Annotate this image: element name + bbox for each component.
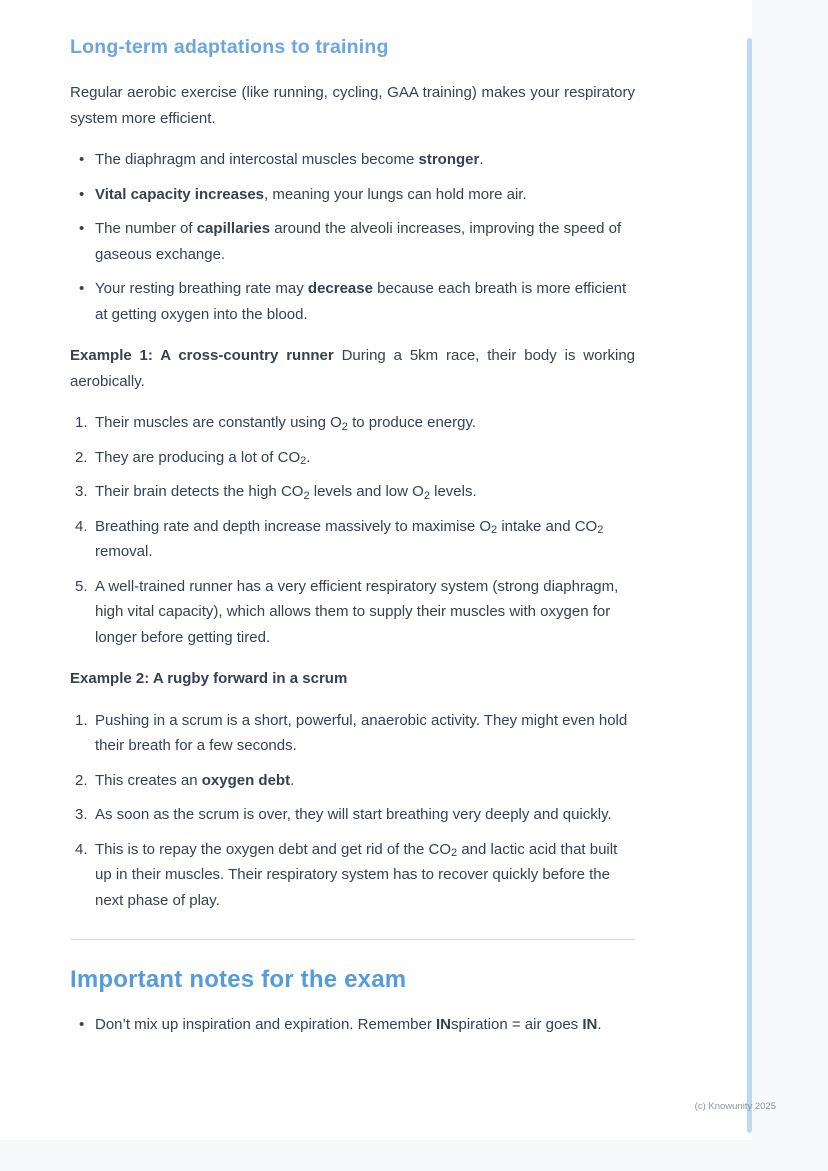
- list-item: This creates an oxygen debt.: [95, 771, 295, 789]
- intro-paragraph: Regular aerobic exercise (like running, cycling, GAA training) makes your respiratory system more efficient.: [70, 84, 635, 127]
- list-item: This is to repay the oxygen debt and get rid of the $CO_2$ and lactic acid that built up in their muscles. Their respiratory system has to recover quickly before the next phase of play.: [95, 840, 618, 909]
- adaptations-list: [70, 147, 635, 327]
- example2-steps-list: [70, 708, 635, 914]
- list-item: • Vital capacity increases, meaning your lungs can hold more air.: [95, 182, 635, 208]
- list-item: As soon as the scrum is over, they will start breathing very deeply and quickly.: [95, 806, 612, 823]
- list-item: • The number of capillaries around the alveoli increases, improving the speed of gaseous exchange.: [95, 216, 635, 267]
- section-heading-adaptations: Long-term adaptations to training: [70, 36, 389, 58]
- section-divider: [70, 939, 635, 940]
- example2-heading: Example 2: A rugby forward in a scrum: [70, 670, 348, 687]
- list-item: A well-trained runner has a very efficient respiratory system (strong diaphragm, high vital capacity), which allows them to supply their muscles with oxygen for longer before getting tired.: [95, 577, 619, 646]
- list-item: Pushing in a scrum is a short, powerful, anaerobic activity. They might even hold their breath for a few seconds.: [95, 711, 628, 754]
- list-item: • Don’t mix up inspiration and expiration. Remember INspiration = air goes IN.: [95, 1012, 635, 1038]
- exam-notes-list: [70, 1012, 635, 1038]
- example1-steps-list: [70, 410, 635, 650]
- list-item: Breathing rate and depth increase massively to maximise $O_2$ intake and $CO_2$ removal.: [95, 517, 604, 560]
- example1-intro-paragraph: Example 1: A cross-country runner During a 5km race, their body is working aerobically.: [70, 347, 635, 390]
- list-item: Their brain detects the high $CO_2$ levels and low $O_2$ levels.: [95, 483, 477, 502]
- list-item: They are producing a lot of $CO_2$.: [95, 448, 311, 468]
- copyright-text: (c) Knowunity 2025: [694, 1101, 776, 1112]
- list-item: • The diaphragm and intercostal muscles become stronger.: [95, 147, 635, 173]
- list-item: • Your resting breathing rate may decrease because each breath is more efficient at getting oxygen into the blood.: [95, 276, 635, 327]
- list-item: Their muscles are constantly using $O_2$ to produce energy.: [95, 414, 477, 433]
- scrollbar-indicator[interactable]: [747, 38, 752, 1133]
- exam-notes-heading: Important notes for the exam: [70, 966, 407, 993]
